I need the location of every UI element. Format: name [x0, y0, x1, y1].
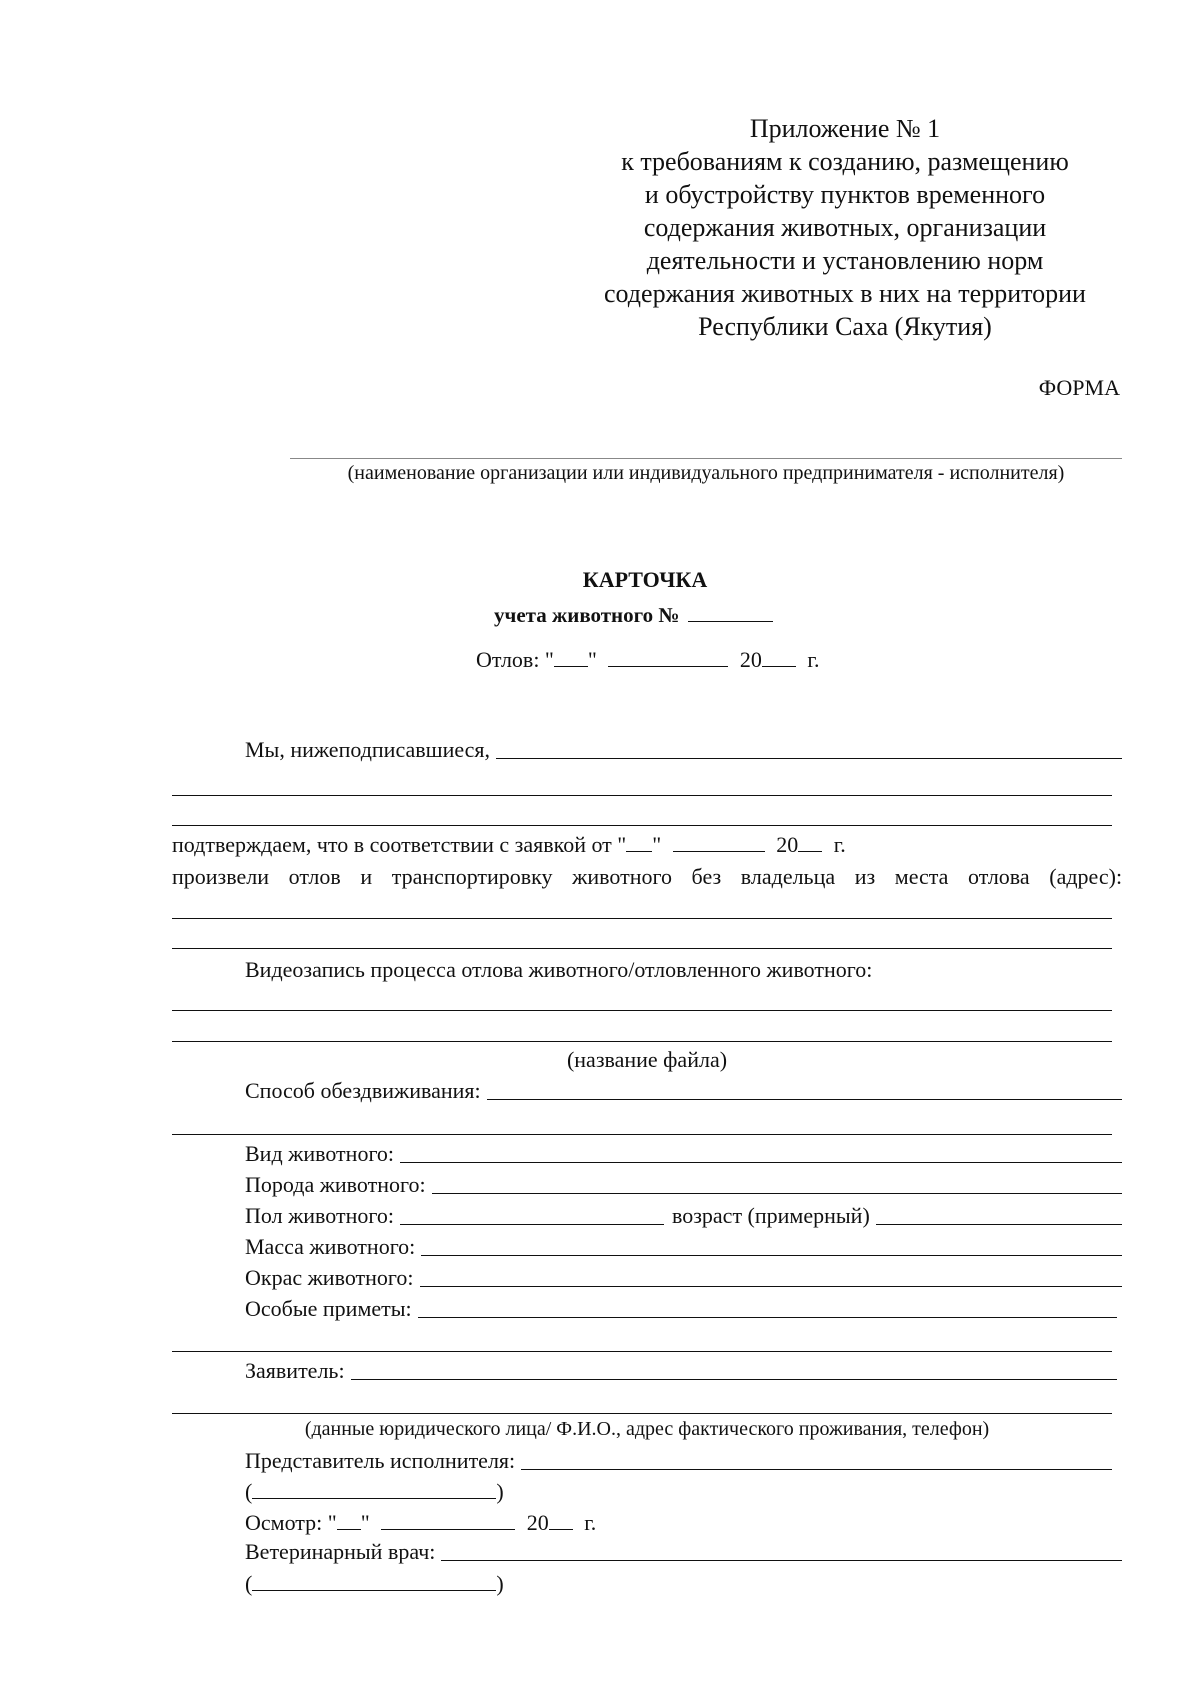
confirm-row	[172, 831, 846, 858]
sex-field[interactable]	[400, 1204, 664, 1225]
statement-word: отлов	[288, 864, 341, 889]
signed-names-line[interactable]	[172, 795, 1112, 796]
immobilization-row	[245, 1078, 1122, 1104]
card-number-field[interactable]	[688, 603, 773, 622]
confirm-suffix: г.	[833, 832, 846, 857]
sex-label: Пол животного:	[245, 1203, 394, 1228]
statement-word: отлова	[968, 864, 1030, 889]
exam-mid: "	[360, 1510, 370, 1535]
signed-row	[245, 737, 1122, 763]
vet-label: Ветеринарный врач:	[245, 1539, 436, 1564]
statement-word: произвели	[172, 864, 270, 889]
capture-date	[476, 646, 819, 673]
vet-field[interactable]	[441, 1540, 1122, 1561]
breed-field[interactable]	[432, 1173, 1122, 1194]
card-subtitle	[494, 603, 773, 628]
capture-date-prefix: Отлов: "	[476, 647, 554, 672]
statement-word: места	[894, 864, 949, 889]
organization-caption: (наименование организации или индивидуального предпринимателя - исполнителя)	[347, 462, 1065, 484]
applicant-label: Заявитель:	[245, 1358, 345, 1383]
paren-open: (	[245, 1571, 253, 1596]
immobilization-line[interactable]	[172, 1134, 1112, 1135]
immobilization-label: Способ обездвиживания:	[245, 1078, 481, 1103]
capture-day-field[interactable]	[554, 646, 588, 667]
species-field[interactable]	[400, 1142, 1122, 1163]
statement-word: транспортировку	[391, 864, 553, 889]
applicant-line[interactable]	[172, 1413, 1112, 1414]
capture-year-prefix: 20	[739, 647, 762, 672]
paren-open: (	[245, 1479, 253, 1504]
statement-word: владельца	[740, 864, 836, 889]
applicant-caption: (данные юридического лица/ Ф.И.О., адрес фактического проживания, телефон)	[304, 1418, 990, 1440]
video-label: Видеозапись процесса отлова животного/отловленного животного:	[245, 957, 873, 982]
file-caption: (название файла)	[566, 1047, 728, 1072]
capture-year-field[interactable]	[762, 646, 796, 667]
paren-close: )	[496, 1479, 504, 1504]
mass-label: Масса животного:	[245, 1234, 416, 1259]
exam-date	[245, 1509, 596, 1536]
exam-suffix: г.	[584, 1510, 597, 1535]
appendix-line: содержания животных в них на территории	[604, 279, 1086, 308]
card-subtitle-text: учета животного №	[494, 603, 680, 627]
appendix-line: Приложение № 1	[749, 114, 941, 143]
transport-statement	[172, 864, 1122, 890]
representative-row	[245, 1448, 1112, 1474]
request-day-field[interactable]	[626, 831, 652, 852]
vet-row	[245, 1539, 1122, 1565]
request-month-field[interactable]	[673, 831, 765, 852]
appendix-line: и обустройству пунктов временного	[644, 180, 1046, 209]
exam-month-field[interactable]	[381, 1509, 515, 1530]
appendix-header	[560, 112, 1130, 343]
capture-date-mid: "	[587, 647, 597, 672]
marks-row	[245, 1296, 1117, 1322]
exam-day-field[interactable]	[337, 1509, 361, 1530]
statement-word: и	[360, 864, 373, 889]
signed-names-line[interactable]	[172, 825, 1112, 826]
color-label: Окрас животного:	[245, 1265, 414, 1290]
statement-word: без	[691, 864, 722, 889]
representative-field[interactable]	[521, 1449, 1112, 1470]
confirm-mid: "	[652, 832, 662, 857]
signed-names-field[interactable]	[496, 738, 1122, 759]
representative-label: Представитель исполнителя:	[245, 1448, 516, 1473]
video-file-line[interactable]	[172, 1041, 1112, 1042]
applicant-field[interactable]	[351, 1359, 1117, 1380]
exam-year-field[interactable]	[549, 1509, 573, 1530]
statement-word: (адрес):	[1049, 864, 1123, 889]
mass-row	[245, 1234, 1122, 1260]
marks-label: Особые приметы:	[245, 1296, 412, 1321]
appendix-line: к требованиям к созданию, размещению	[621, 147, 1069, 176]
appendix-line: содержания животных, организации	[643, 213, 1047, 242]
statement-word: из	[854, 864, 876, 889]
capture-month-field[interactable]	[608, 646, 728, 667]
signed-label: Мы, нижеподписавшиеся,	[245, 737, 491, 762]
vet-signature-field[interactable]	[252, 1570, 496, 1591]
request-year-field[interactable]	[798, 831, 822, 852]
marks-field[interactable]	[418, 1297, 1117, 1318]
address-line[interactable]	[172, 918, 1112, 919]
species-label: Вид животного:	[245, 1141, 395, 1166]
breed-label: Порода животного:	[245, 1172, 426, 1197]
vet-signature	[245, 1570, 504, 1597]
exam-year-prefix: 20	[526, 1510, 549, 1535]
capture-date-suffix: г.	[807, 647, 820, 672]
card-title: КАРТОЧКА	[582, 567, 708, 592]
immobilization-field[interactable]	[487, 1079, 1122, 1100]
applicant-row	[245, 1358, 1117, 1384]
age-field[interactable]	[876, 1204, 1122, 1225]
representative-signature-field[interactable]	[252, 1478, 496, 1499]
color-row	[245, 1265, 1122, 1291]
organization-name-field[interactable]	[290, 458, 1122, 459]
appendix-line: деятельности и установлению норм	[646, 246, 1044, 275]
age-label: возраст (примерный)	[671, 1203, 870, 1228]
confirm-prefix: подтверждаем, что в соответствии с заявкой от "	[172, 832, 627, 857]
species-row	[245, 1141, 1122, 1167]
exam-prefix: Осмотр: "	[245, 1510, 337, 1535]
sex-age-row	[245, 1203, 1122, 1229]
form-label: ФОРМА	[1038, 375, 1120, 400]
color-field[interactable]	[420, 1266, 1122, 1287]
marks-line[interactable]	[172, 1351, 1112, 1352]
paren-close: )	[496, 1571, 504, 1596]
statement-word: животного	[572, 864, 672, 889]
representative-signature	[245, 1478, 504, 1505]
mass-field[interactable]	[421, 1235, 1122, 1256]
breed-row	[245, 1172, 1122, 1198]
confirm-year-prefix: 20	[776, 832, 799, 857]
appendix-line: Республики Саха (Якутия)	[698, 312, 992, 341]
video-file-line[interactable]	[172, 1010, 1112, 1011]
address-line[interactable]	[172, 948, 1112, 949]
